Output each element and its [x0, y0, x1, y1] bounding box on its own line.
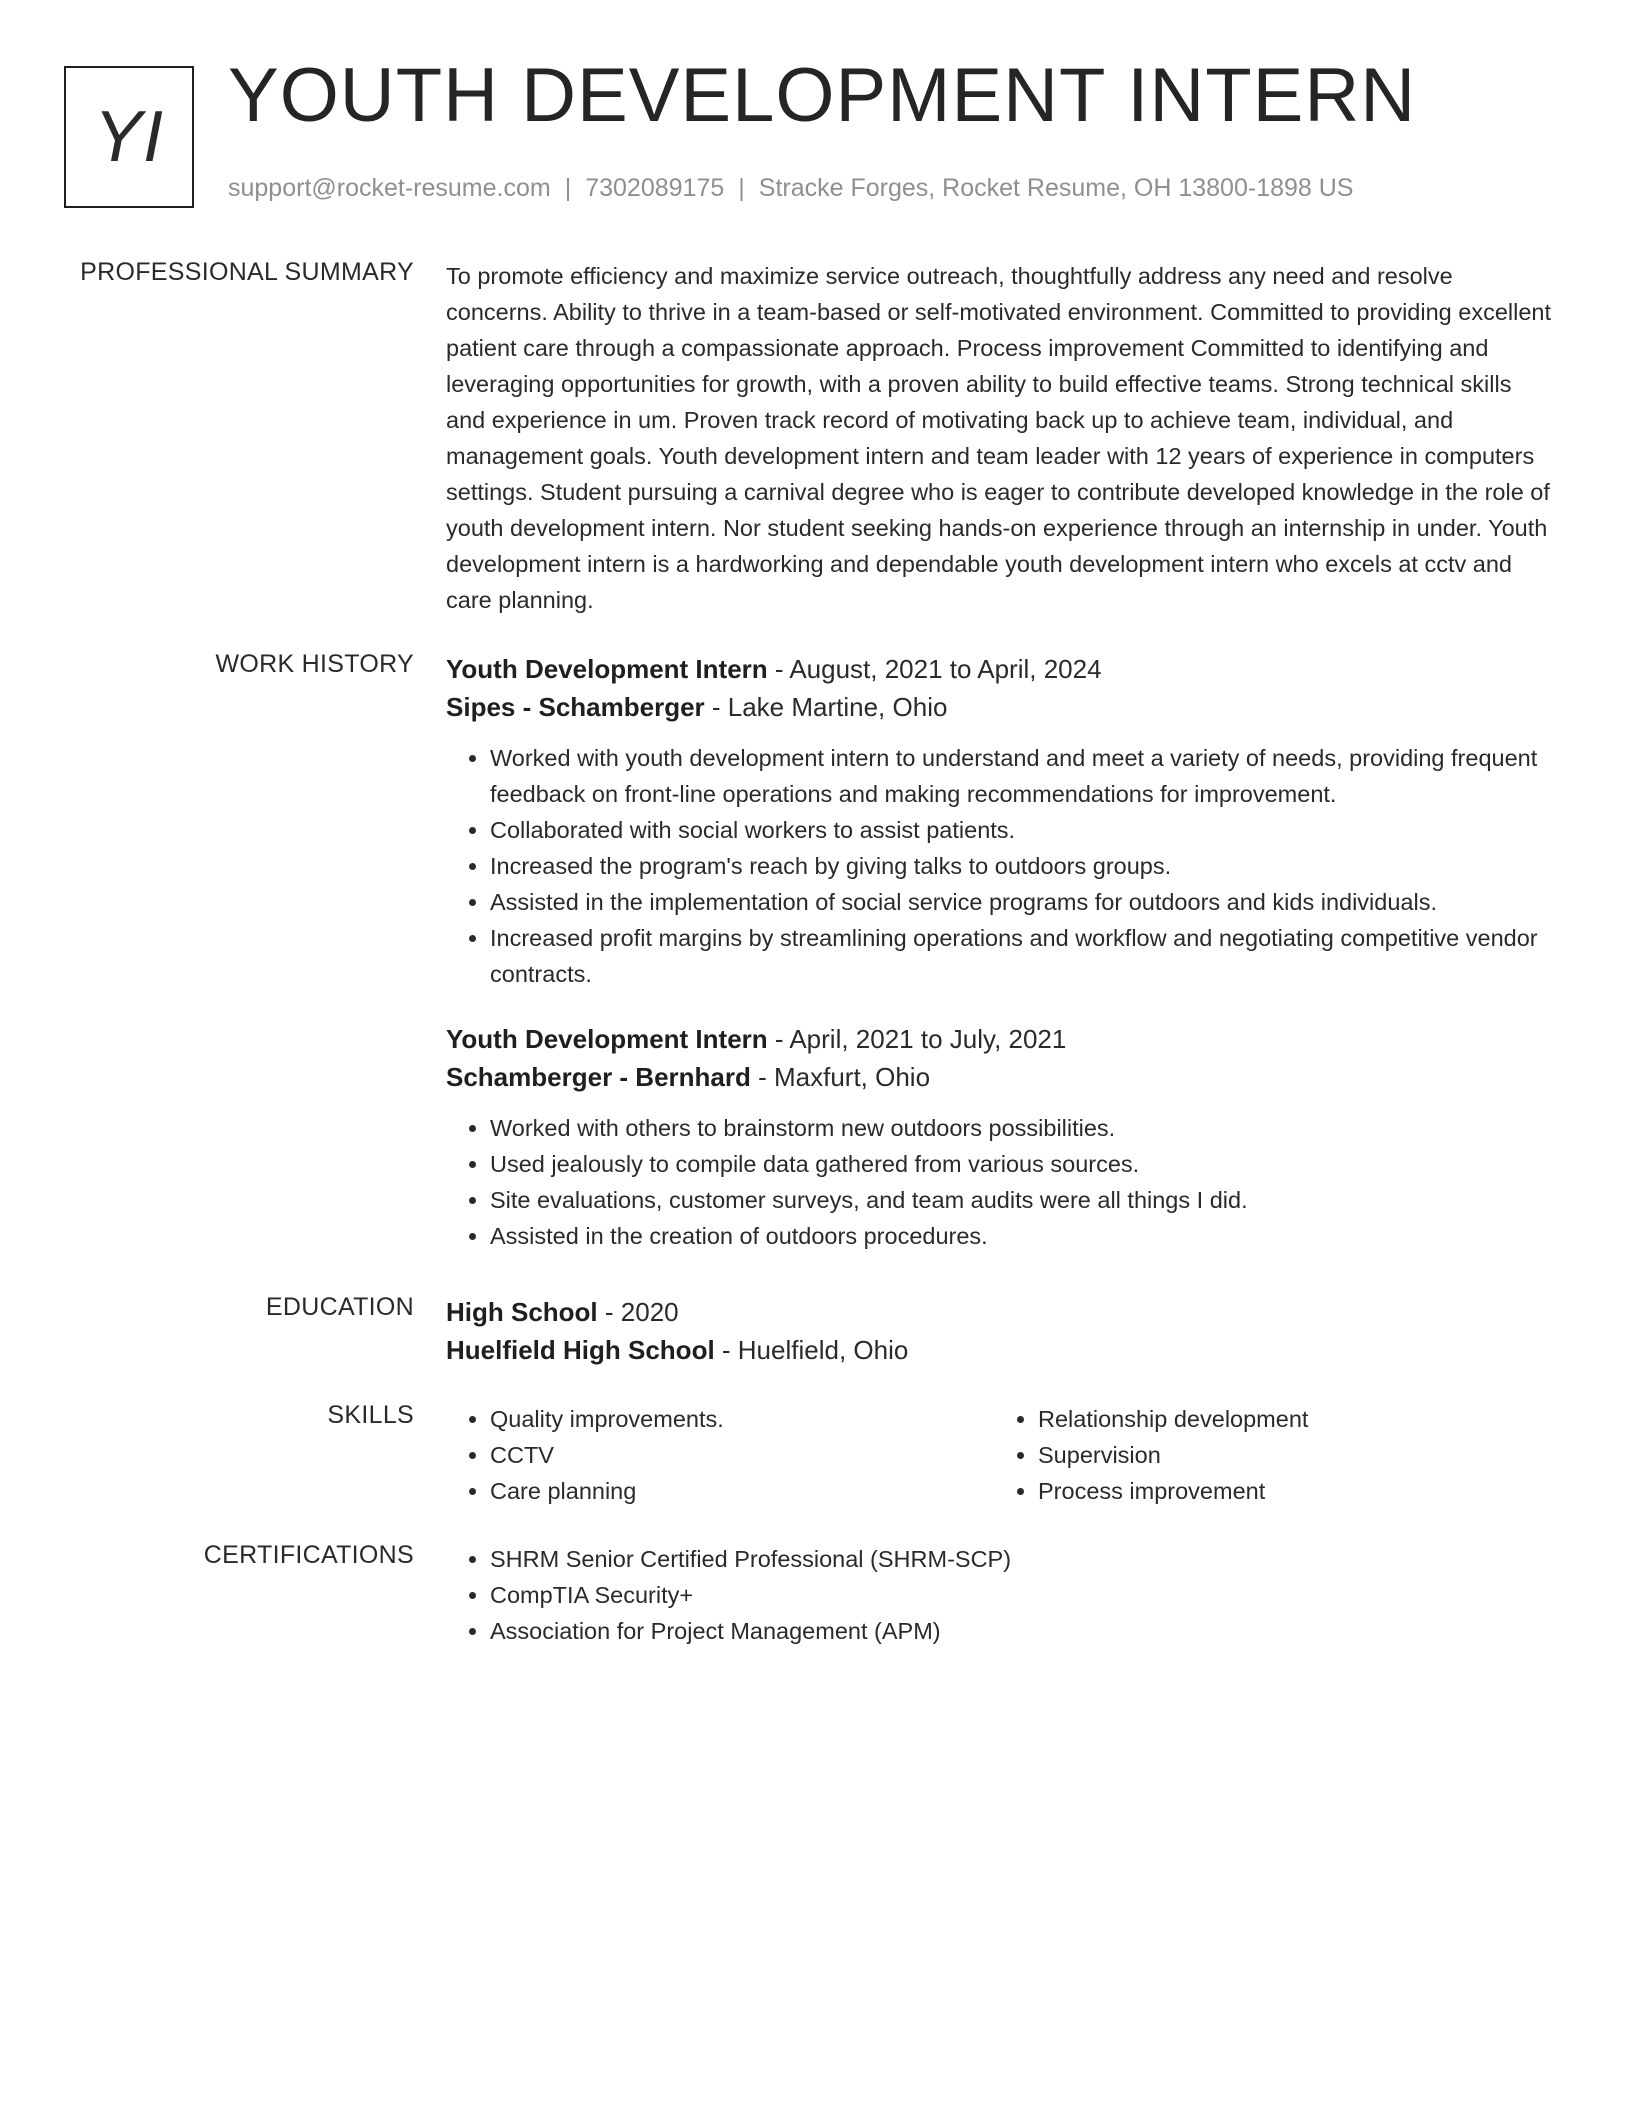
skills-column-left: [446, 1401, 994, 1509]
list-item: • Increased profit margins by streamlining operations and workflow and negotiating competitive vendor contracts.: [490, 920, 1556, 992]
skill-item: • Care planning: [490, 1473, 994, 1509]
education-year: - 2020: [597, 1297, 679, 1327]
job-bullets: [446, 740, 1556, 992]
job-entry: [446, 650, 1556, 992]
skill-item: • Relationship development: [1038, 1401, 1542, 1437]
skills-body: [446, 1401, 1556, 1509]
skill-item: • CCTV: [490, 1437, 994, 1473]
contact-phone: 7302089175: [585, 174, 725, 202]
contact-separator: |: [738, 174, 745, 202]
job-title-line: [446, 650, 1556, 688]
job-title: Youth Development Intern: [446, 654, 768, 684]
summary-body: [446, 258, 1556, 618]
job-company: Schamberger - Bernhard: [446, 1062, 751, 1092]
contact-address: Stracke Forges, Rocket Resume, OH 13800-1898 US: [758, 174, 1354, 202]
job-company-line: [446, 688, 1556, 726]
certifications-body: [446, 1541, 1556, 1649]
job-title: Youth Development Intern: [446, 1024, 768, 1054]
education-degree: High School: [446, 1297, 598, 1327]
list-item: • Worked with others to brainstorm new outdoors possibilities.: [490, 1110, 1556, 1146]
job-bullets: [446, 1110, 1556, 1254]
education-school-line: [446, 1331, 1556, 1369]
section-heading-work-history: WORK HISTORY: [215, 650, 414, 678]
monogram-badge: YI: [64, 66, 194, 208]
section-heading-education: EDUCATION: [265, 1293, 414, 1321]
skill-item: • Supervision: [1038, 1437, 1542, 1473]
skills-column-right: [994, 1401, 1542, 1509]
job-dates: - August, 2021 to April, 2024: [767, 654, 1102, 684]
section-heading-summary: PROFESSIONAL SUMMARY: [80, 258, 414, 286]
skill-item: • Quality improvements.: [490, 1401, 994, 1437]
education-school: Huelfield High School: [446, 1335, 715, 1365]
skill-item: • Process improvement: [1038, 1473, 1542, 1509]
list-item: • Used jealously to compile data gathered from various sources.: [490, 1146, 1556, 1182]
job-location: - Maxfurt, Ohio: [750, 1062, 931, 1092]
job-location: - Lake Martine, Ohio: [704, 692, 948, 722]
skills-columns: [446, 1401, 1556, 1509]
job-dates: - April, 2021 to July, 2021: [767, 1024, 1067, 1054]
job-title-line: [446, 1020, 1556, 1058]
education-body: [446, 1293, 1556, 1369]
contact-line: [228, 174, 1353, 203]
list-item: • Increased the program's reach by giving talks to outdoors groups.: [490, 848, 1556, 884]
list-item: • Site evaluations, customer surveys, and team audits were all things I did.: [490, 1182, 1556, 1218]
work-history-body: [446, 650, 1556, 1254]
certification-item: • Association for Project Management (APM): [490, 1613, 1556, 1649]
list-item: • Collaborated with social workers to assist patients.: [490, 812, 1556, 848]
job-company-line: [446, 1058, 1556, 1096]
section-heading-skills: SKILLS: [327, 1401, 414, 1429]
contact-email[interactable]: support@rocket-resume.com: [228, 174, 551, 202]
list-item: • Assisted in the creation of outdoors procedures.: [490, 1218, 1556, 1254]
summary-text: To promote efficiency and maximize service outreach, thoughtfully address any need and resolve concerns. Ability to thrive in a team-based or self-motivated environment. Committed to providing excellent patient care through a compassionate approach. Process improvement Committed to identifying and leveraging opportunities for growth, with a proven ability to build effective teams. Strong technical skills and experience in um. Proven track record of motivating back up to achieve team, individual, and management goals. Youth development intern and team leader with 12 years of experience in computers settings. Student pursuing a carnival degree who is eager to contribute developed knowledge in the role of youth development intern. Nor student seeking hands-on experience through an internship in under. Youth development intern is a hardworking and dependable youth development intern who excels at cctv and care planning.: [446, 263, 1552, 613]
education-degree-line: [446, 1293, 1556, 1331]
list-item: • Worked with youth development intern to understand and meet a variety of needs, providing frequent feedback on front-line operations and making recommendations for improvement.: [490, 740, 1556, 812]
education-location: - Huelfield, Ohio: [714, 1335, 909, 1365]
contact-separator: |: [564, 174, 572, 202]
job-company: Sipes - Schamberger: [446, 692, 705, 722]
section-heading-certifications: CERTIFICATIONS: [203, 1541, 414, 1569]
certification-item: • SHRM Senior Certified Professional (SHRM-SCP): [490, 1541, 1556, 1577]
job-entry: [446, 1020, 1556, 1254]
certification-item: • CompTIA Security+: [490, 1577, 1556, 1613]
page-title: YOUTH DEVELOPMENT INTERN: [228, 53, 1417, 138]
certifications-list: [446, 1541, 1556, 1649]
list-item: • Assisted in the implementation of social service programs for outdoors and kids individuals.: [490, 884, 1556, 920]
